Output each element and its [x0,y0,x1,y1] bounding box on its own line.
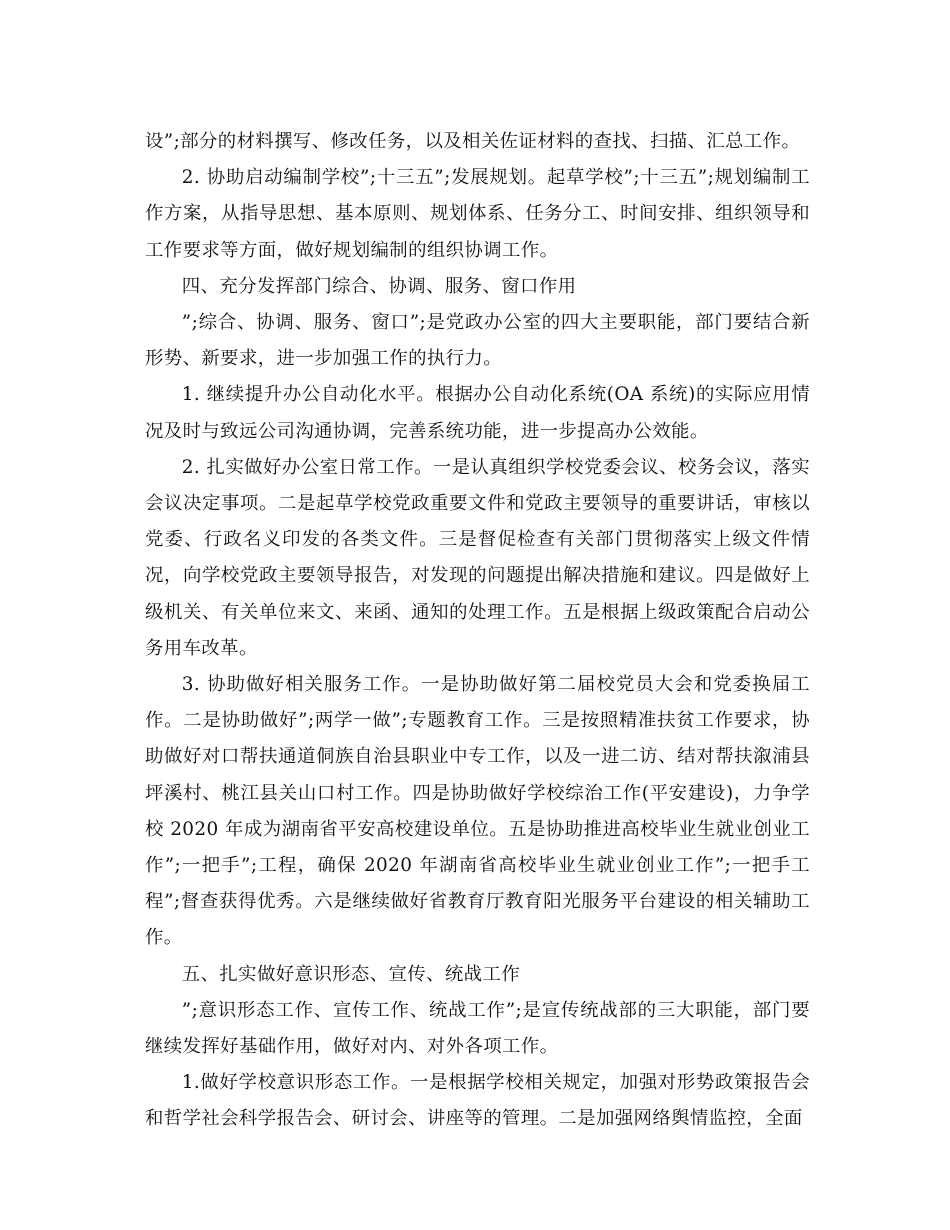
section-heading-4: 四、充分发挥部门综合、协调、服务、窗口作用 [181,275,577,297]
paragraph-section-5-intro: ”;意识形态工作、宣传工作、统战工作”;是宣传统战部的三大职能，部门要继续发挥好基础作用，做好对内、对外各项工作。 [145,999,810,1058]
paragraph-item-1-oa: 1. 继续提升办公自动化水平。根据办公自动化系统(OA 系统)的实际应用情况及时与致远公司沟通协调，完善系统功能，进一步提高办公效能。 [145,384,810,442]
document-page [145,124,810,1138]
paragraph-item-1-ideology: 1.做好学校意识形态工作。一是根据学校相关规定，加强对形势政策报告会和哲学社会科学报告会、研讨会、讲座等的管理。二是加强网络舆情监控，全面 [145,1072,810,1130]
paragraph-continuation: 设”;部分的材料撰写、修改任务，以及相关佐证材料的查找、扫描、汇总工作。 [145,131,801,152]
paragraph-item-2-daily-work: 2. 扎实做好办公室日常工作。一是认真组织学校党委会议、校务会议，落实会议决定事项。二是起草学校党政重要文件和党政主要领导的重要讲话，审核以党委、行政名义印发的各类文件。三是督促检查有关部门贯彻落实上级文件情况，向学校党政主要领导报告，对发现的问题提出解决措施和建议。四是做好上级机关、有关单位来文、来函、通知的处理工作。五是根据上级政策配合启动公务用车改革。 [145,456,810,659]
section-heading-5: 五、扎实做好意识形态、宣传、统战工作 [181,963,521,985]
paragraph-item-3-services: 3. 协助做好相关服务工作。一是协助做好第二届校党员大会和党委换届工作。二是协助做好”;两学一做”;专题教育工作。三是按照精准扶贫工作要求，协助做好对口帮扶通道侗族自治县职业中专工作，以及一进二访、结对帮扶溆浦县坪溪村、桃江县关山口村工作。四是协助做好学校综治工作(平安建设)，力争学校 2020 年成为湖南省平安高校建设单位。五是协助推进高校毕业生就业创业工作”;一把手”;工程，确保 2020 年湖南省高校毕业生就业创业工作”;一把手工程”;督查获得优秀。六是继续做好省教育厅教育阳光服务平台建设的相关辅助工作。 [145,674,810,949]
paragraph-section-4-intro: ”;综合、协调、服务、窗口”;是党政办公室的四大主要职能，部门要结合新形势、新要求，进一步加强工作的执行力。 [145,312,810,370]
paragraph-item-2-plan: 2. 协助启动编制学校”;十三五”;发展规划。起草学校”;十三五”;规划编制工作方案，从指导思想、基本原则、规划体系、任务分工、时间安排、组织领导和工作要求等方面，做好规划编制的组织协调工作。 [145,167,810,261]
